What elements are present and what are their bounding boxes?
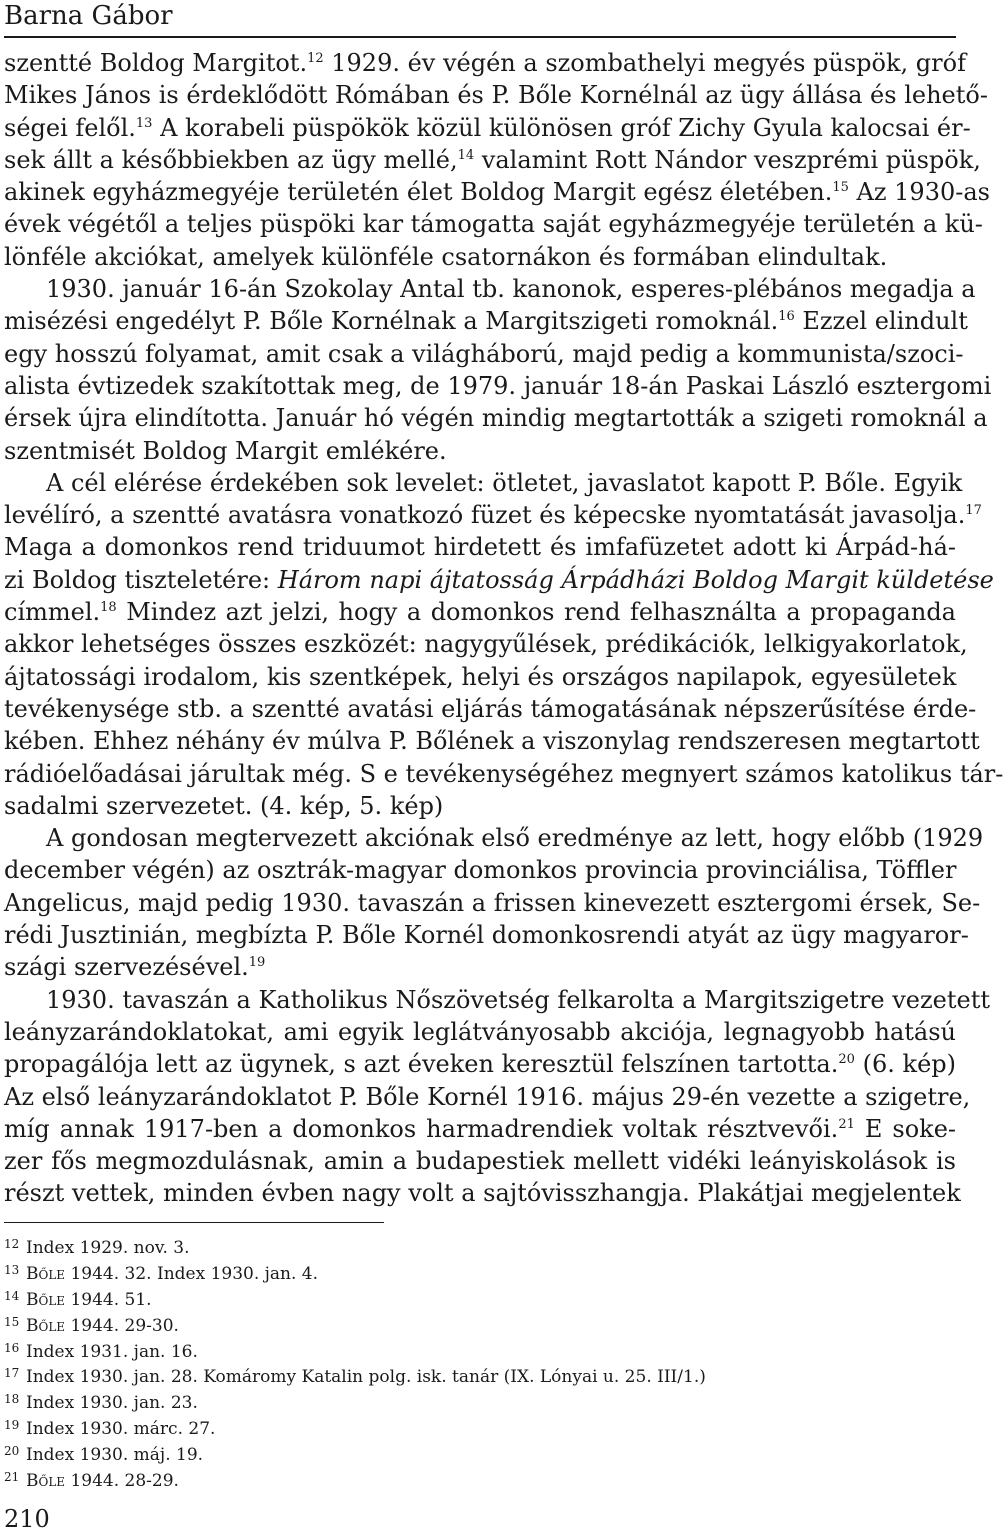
- footnote-text: 1944. 51.: [65, 1289, 152, 1310]
- text-run: szentmisét Boldog Margit emlékére.: [4, 436, 447, 465]
- text-run: levélíró, a szentté avatásra vonatkozó füzet és képecske nyomtatását javasolja.: [4, 501, 966, 530]
- footnote-number: 18: [4, 1392, 20, 1407]
- text-run: 1930. január 16-án Szokolay Antal tb. kanonok, esperes-plébános megadja a: [46, 275, 976, 304]
- text-run: míg annak 1917-ben a domonkos harmadrendiek voltak résztvevői.: [4, 1114, 839, 1143]
- text-run: valamint Rott Nándor veszprémi püspök,: [474, 145, 981, 174]
- footnote-text: 1944. 32. Index 1930. jan. 4.: [65, 1263, 319, 1284]
- text-run: ájtatossági irodalom, kis szentképek, helyi és országos napilapok, egyesületek: [4, 662, 957, 691]
- text-line: [4, 112, 971, 144]
- text-run: sek állt a későbbiekben az ügy mellé,: [4, 145, 458, 174]
- text-run: zi Boldog tiszteletére:: [4, 565, 278, 594]
- text-run: évek végétől a teljes püspöki kar támogatta saját egyházmegyéje területén a kü-: [4, 210, 983, 239]
- text-run: zer fős megmozdulásnak, amin a budapestiek mellett vidéki leányiskolások is: [4, 1147, 956, 1176]
- text-line: [4, 790, 956, 822]
- text-line: [4, 499, 982, 531]
- text-run: rédi Jusztinián, megbízta P. Bőle Kornél domonkosrendi atyát az ügy magyaror-: [4, 921, 969, 950]
- footnote-text: 1944. 29-30.: [65, 1315, 179, 1336]
- footnote: [4, 1284, 904, 1310]
- text-line: [4, 693, 977, 725]
- footnote-number: 12: [4, 1237, 20, 1251]
- text-line: [4, 758, 1003, 790]
- footnote-number: 16: [4, 1340, 20, 1355]
- text-line: [4, 79, 988, 111]
- text-run: rádióelőadásai járultak még. S e tevékenységéhez megnyert számos katolikus tár-: [4, 759, 1003, 788]
- text-run: Mikes János is érdeklődött Rómában és P. Bőle Kornélnál az ügy állása és lehető-: [4, 81, 988, 110]
- text-run: A cél elérése érdekében sok levelet: ötletet, javaslatot kapott P. Bőle. Egyik: [46, 468, 963, 497]
- text-run: szentté Boldog Margitot.: [4, 49, 308, 77]
- text-run: Az 1930-as: [848, 178, 990, 207]
- author-name: Bőle: [26, 1263, 66, 1284]
- footnote-text: Index 1929. nov. 3.: [26, 1238, 190, 1258]
- text-run: akinek egyházmegyéje területén élet Boldog Margit egész életében.: [4, 178, 833, 207]
- text-run: érsek újra elindította. Január hó végén mindig megtartották a szigeti romoknál a: [4, 404, 988, 433]
- text-line: [4, 402, 988, 434]
- footnotes: [4, 1232, 904, 1491]
- text-line: [4, 628, 968, 660]
- body-text: [4, 47, 1003, 1210]
- text-line: [4, 661, 956, 693]
- text-run: címmel.: [4, 598, 101, 627]
- text-run: Mindez azt jelzi, hogy a domonkos rend felhasználta a propaganda: [116, 598, 956, 627]
- footnote-text: Index 1930. máj. 19.: [26, 1445, 204, 1466]
- text-run: propagálója lett az ügynek, s azt éveken keresztül felszínen tartotta.: [4, 1050, 839, 1079]
- text-run: tevékenysége stb. a szentté avatási eljárás támogatásának népszerűsítése érde-: [4, 694, 977, 723]
- footnote-ref: 12: [307, 51, 324, 66]
- text-line: [4, 951, 956, 983]
- footnote-ref: 13: [135, 115, 153, 131]
- text-line: [4, 338, 964, 370]
- footnote: [4, 1310, 904, 1336]
- text-line: [4, 144, 981, 176]
- footnote-separator: [4, 1222, 384, 1223]
- running-head: Barna Gábor: [4, 1, 173, 31]
- text-line: [4, 822, 984, 854]
- footnote-ref: 18: [100, 600, 117, 616]
- footnote: [4, 1232, 904, 1258]
- footnote-text: 1944. 28-29.: [65, 1471, 179, 1492]
- footnote-text: Index 1931. jan. 16.: [26, 1341, 198, 1362]
- footnote-number: 14: [4, 1288, 20, 1303]
- text-line: [4, 305, 968, 337]
- footnote-ref: 14: [457, 147, 475, 163]
- footnote-text: Index 1930. márc. 27.: [26, 1419, 216, 1440]
- text-line: [4, 984, 990, 1016]
- footnote-number: 15: [4, 1314, 20, 1329]
- text-run: 1929. év végén a szombathelyi megyés püspök, gróf: [323, 49, 966, 77]
- text-line: [4, 47, 966, 79]
- text-line: [4, 1048, 956, 1080]
- text-line: [4, 435, 956, 467]
- text-line: [4, 1016, 956, 1048]
- text-run: Angelicus, majd pedig 1930. tavaszán a frissen kinevezett esztergomi érsek, Se-: [4, 888, 981, 917]
- footnote-number: 17: [4, 1366, 20, 1381]
- footnote-number: 19: [4, 1418, 20, 1433]
- text-line: [4, 1113, 956, 1145]
- text-run: december végén) az osztrák-magyar domonkos provincia provinciálisa, Töffler: [4, 856, 957, 885]
- footnote: [4, 1465, 904, 1491]
- text-line: [4, 1081, 971, 1113]
- footnote-ref: 20: [838, 1052, 855, 1068]
- text-run: E soke-: [854, 1114, 957, 1143]
- author-name: Bőle: [26, 1289, 66, 1310]
- text-line: [4, 854, 956, 886]
- text-run: Ezzel elindult: [794, 307, 968, 336]
- text-run: 1930. tavaszán a Katholikus Nőszövetség felkarolta a Margitszigetre vezetett: [46, 985, 990, 1014]
- footnote-text: Index 1930. jan. 23.: [26, 1393, 198, 1414]
- footnote-number: 20: [4, 1444, 20, 1459]
- footnote: [4, 1258, 904, 1284]
- text-line: [4, 725, 980, 757]
- text-run: szági szervezésével.: [4, 953, 249, 982]
- text-run: misézési engedélyt P. Bőle Kornélnak a Margitszigeti romoknál.: [4, 307, 779, 336]
- text-run: részt vettek, minden évben nagy volt a sajtóvisszhangja. Plakátjai megjelentek: [4, 1179, 961, 1208]
- author-name: Bőle: [26, 1471, 66, 1492]
- text-line: [4, 467, 963, 499]
- text-run: alista évtizedek szakítottak meg, de 1979. január 18-án Paskai László esztergomi: [4, 371, 992, 400]
- text-line: [4, 887, 981, 919]
- text-line: [4, 208, 983, 240]
- footnote: [4, 1361, 904, 1387]
- text-run: A korabeli püspökök közül különösen gróf Zichy Gyula kalocsai ér-: [152, 113, 971, 142]
- text-run: kében. Ehhez néhány év múlva P. Bőlének a viszonylag rendszeresen megtartott: [4, 727, 980, 756]
- text-run: Maga a domonkos rend triduumot hirdetett és imfafüzetet adott ki Árpád-há-: [4, 533, 956, 562]
- text-line: [4, 564, 994, 596]
- footnote: [4, 1413, 904, 1439]
- text-line: [4, 1145, 956, 1177]
- footnote-ref: 17: [965, 503, 982, 519]
- text-run: akkor lehetséges összes eszközét: nagygyűlések, prédikációk, lelkigyakorlatok,: [4, 630, 968, 659]
- footnote-ref: 16: [778, 309, 795, 325]
- text-line: [4, 531, 956, 563]
- header-rule: [4, 36, 956, 38]
- footnote-ref: 19: [248, 955, 266, 971]
- footnote-text: Index 1930. jan. 28. Komáromy Katalin polg. isk. tanár (IX. Lónyai u. 25. III/1.): [26, 1367, 706, 1388]
- text-line: [4, 273, 976, 305]
- footnote: [4, 1439, 904, 1465]
- footnote: [4, 1387, 904, 1413]
- footnote-ref: 21: [838, 1116, 855, 1132]
- text-line: [4, 370, 992, 402]
- text-line: [4, 176, 990, 208]
- footnote-number: 13: [4, 1262, 20, 1277]
- text-run: lönféle akciókat, amelyek különféle csatornákon és formában elindultak.: [4, 242, 888, 271]
- text-line: [4, 596, 956, 628]
- text-run: sadalmi szervezetet. (4. kép, 5. kép): [4, 791, 444, 820]
- footnote-ref: 15: [832, 180, 849, 196]
- footnote-number: 21: [4, 1470, 20, 1485]
- text-line: [4, 1177, 961, 1209]
- text-run: (6. kép): [854, 1050, 956, 1079]
- text-run: egy hosszú folyamat, amit csak a világháború, majd pedig a kommunista/szoci-: [4, 339, 964, 368]
- text-line: [4, 241, 956, 273]
- italic-title: Három napi ájtatosság Árpádházi Boldog Margit küldetése: [277, 565, 994, 594]
- page-number: 210: [4, 1505, 50, 1533]
- text-run: Az első leányzarándoklatot P. Bőle Kornél 1916. május 29-én vezette a szigetre,: [4, 1082, 971, 1111]
- text-run: ségei felől.: [4, 113, 136, 142]
- text-run: leányzarándoklatokat, ami egyik leglátványosabb akciója, legnagyobb hatású: [4, 1017, 956, 1046]
- text-run: A gondosan megtervezett akciónak első eredménye az lett, hogy előbb (1929: [46, 824, 984, 853]
- text-line: [4, 919, 969, 951]
- author-name: Bőle: [26, 1315, 66, 1336]
- footnote: [4, 1336, 904, 1362]
